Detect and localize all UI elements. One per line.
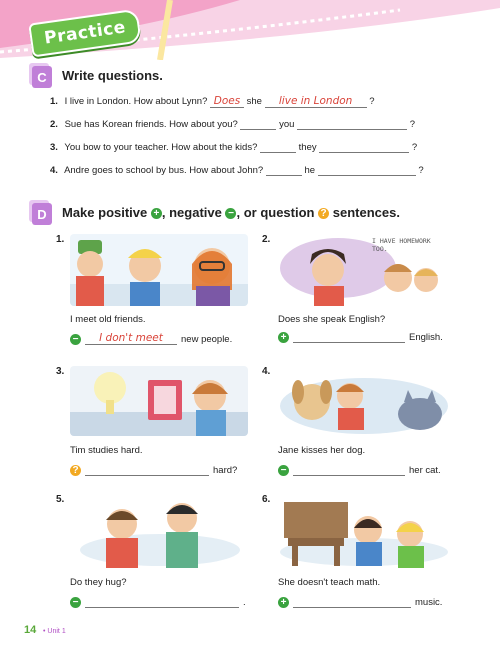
- q4-text: Andre goes to school by bus. How about John?: [64, 165, 264, 176]
- d-item-5-tail: .: [243, 597, 246, 608]
- d-item-3-picture: [70, 366, 248, 436]
- d-item-1-num: 1.: [56, 234, 65, 245]
- d-item-1-picture: [70, 234, 248, 306]
- q2-end: ?: [409, 119, 415, 130]
- section-c-title: Write questions.: [62, 68, 163, 83]
- d-item-1-tail: new people.: [181, 334, 233, 345]
- d-item-2-num: 2.: [262, 234, 271, 245]
- q1-answer-2[interactable]: live in London: [265, 95, 367, 108]
- d-item-3-tail: hard?: [213, 465, 238, 476]
- q3-mid: they: [298, 142, 317, 153]
- page-footer: [24, 624, 66, 636]
- q3-blank-1[interactable]: [260, 142, 296, 153]
- d-item-3-blank[interactable]: [85, 465, 209, 476]
- d-item-4-picture: [278, 366, 452, 436]
- q4-blank-2[interactable]: [318, 165, 416, 176]
- question-2: [50, 119, 415, 130]
- d-item-2-picture: [278, 234, 452, 306]
- section-d-title: [62, 205, 400, 220]
- unit-label: • Unit 1: [43, 628, 66, 635]
- d-item-2-blank[interactable]: [293, 332, 405, 343]
- d-item-6-tail: music.: [415, 597, 443, 608]
- plus-icon: +: [278, 332, 289, 343]
- q3-end: ?: [411, 142, 418, 153]
- q4-mid: he: [304, 165, 316, 176]
- q2-text: Sue has Korean friends. How about you?: [64, 119, 238, 130]
- d-item-3-response: [70, 465, 237, 476]
- d-item-1-response: [70, 332, 232, 345]
- q1-end: ?: [369, 96, 375, 107]
- q2-blank-2[interactable]: [297, 119, 407, 130]
- d-item-6-picture: [278, 494, 452, 568]
- minus-icon: −: [70, 597, 81, 608]
- q1-num: 1.: [50, 96, 58, 107]
- q3-text: You bow to your teacher. How about the kids?: [64, 142, 258, 153]
- minus-icon: −: [70, 334, 81, 345]
- section-c-badge: C: [32, 66, 52, 88]
- d-item-1-answer[interactable]: I don't meet: [85, 332, 177, 345]
- title-part-negative: , negative: [161, 205, 222, 220]
- q3-blank-2[interactable]: [319, 142, 409, 153]
- title-part-sentences: sentences.: [332, 205, 400, 220]
- section-d-badge: D: [32, 203, 52, 225]
- d-item-3-num: 3.: [56, 366, 65, 377]
- d-item-4-blank[interactable]: [293, 465, 405, 476]
- question-3: [50, 142, 417, 153]
- d-item-6-response: [278, 597, 442, 608]
- q2-num: 2.: [50, 119, 58, 130]
- title-part-positive: Make positive: [62, 205, 148, 220]
- minus-icon: −: [278, 465, 289, 476]
- d-item-2-response: [278, 332, 443, 343]
- q3-num: 3.: [50, 142, 58, 153]
- question-1: [50, 95, 375, 108]
- d-item-4-tail: her cat.: [409, 465, 441, 476]
- d-item-2-tail: English.: [409, 332, 443, 343]
- q2-mid: you: [279, 119, 295, 130]
- q2-blank-1[interactable]: [240, 119, 276, 130]
- d-item-4-caption: Jane kisses her dog.: [278, 445, 366, 456]
- d-item-4-num: 4.: [262, 366, 271, 377]
- d-item-5-picture: [70, 494, 248, 568]
- q1-mid: she: [246, 96, 262, 107]
- d-item-4-response: [278, 465, 441, 476]
- question-icon: ?: [318, 208, 329, 219]
- question-icon: ?: [70, 465, 81, 476]
- d-item-6-blank[interactable]: [293, 597, 411, 608]
- d-item-5-num: 5.: [56, 494, 65, 505]
- d-item-6-num: 6.: [262, 494, 271, 505]
- title-part-question: , or question: [236, 205, 315, 220]
- question-4: [50, 165, 424, 176]
- practice-label: Practice: [43, 17, 127, 49]
- q4-blank-1[interactable]: [266, 165, 302, 176]
- d-item-5-response: [70, 597, 246, 608]
- plus-icon: +: [278, 597, 289, 608]
- q1-text: I live in London. How about Lynn?: [64, 96, 208, 107]
- speech-bubble: I HAVE HOMEWORK TOO.: [372, 237, 431, 253]
- d-item-2-caption: Does she speak English?: [278, 314, 386, 325]
- plus-icon: +: [151, 208, 162, 219]
- d-item-5-caption: Do they hug?: [70, 577, 127, 588]
- q1-answer-1[interactable]: Does: [210, 95, 244, 108]
- q4-num: 4.: [50, 165, 58, 176]
- d-item-3-caption: Tim studies hard.: [70, 445, 143, 456]
- d-item-1-caption: I meet old friends.: [70, 314, 146, 325]
- q4-end: ?: [418, 165, 424, 176]
- d-item-5-blank[interactable]: [85, 597, 239, 608]
- d-item-6-caption: She doesn't teach math.: [278, 577, 381, 588]
- minus-icon: −: [225, 208, 236, 219]
- page-number: 14: [24, 624, 37, 636]
